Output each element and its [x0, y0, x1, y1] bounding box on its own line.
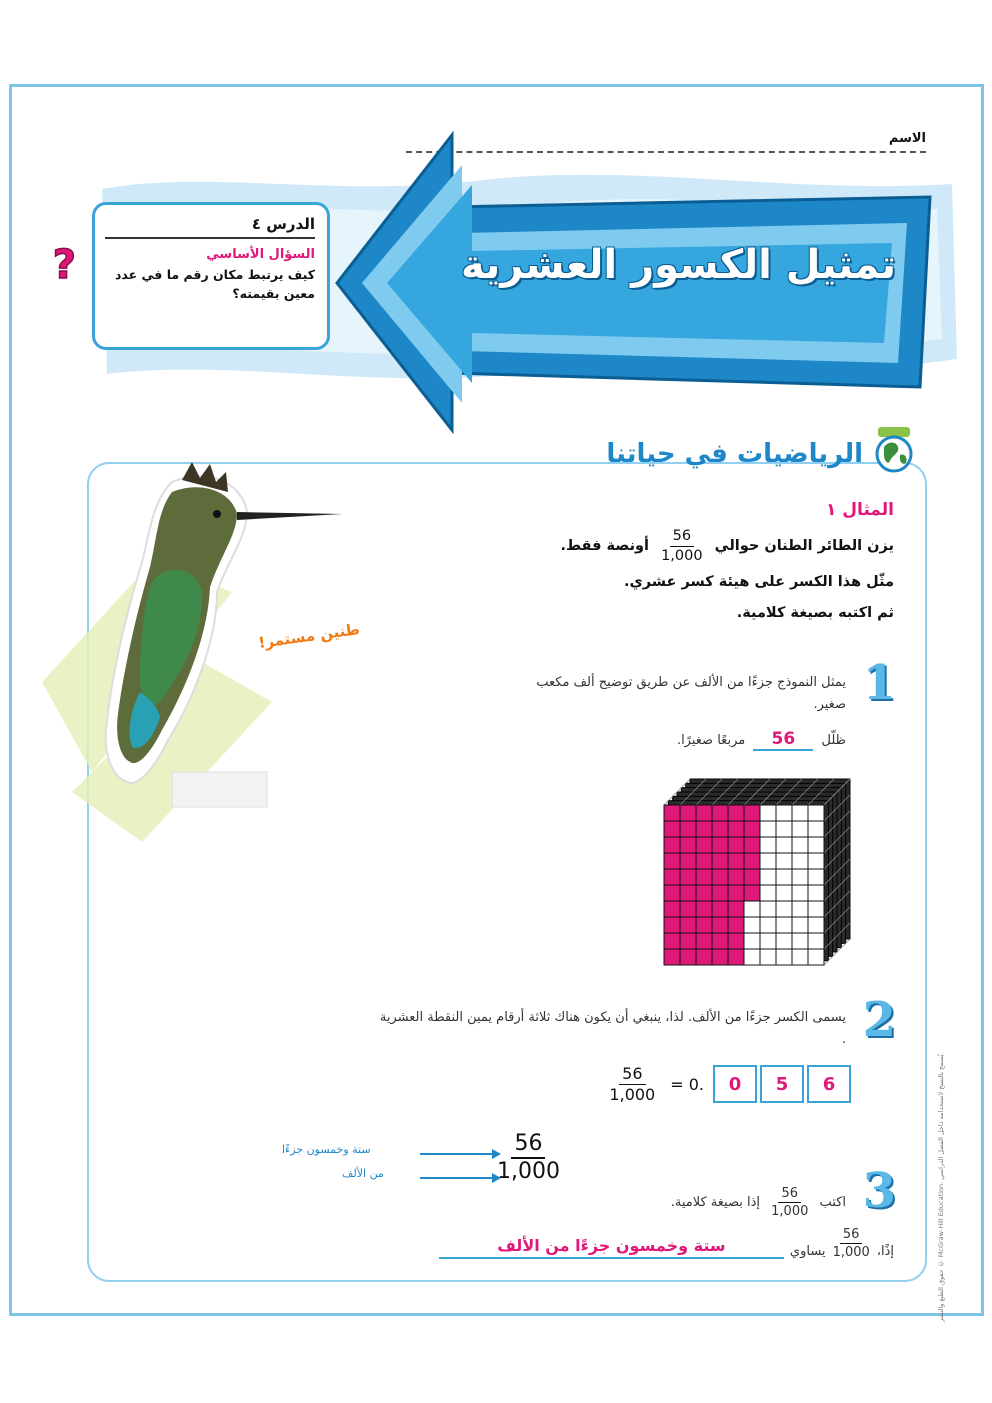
- cube-cell: [808, 821, 824, 837]
- lesson-title: تمثيل الكسور العشرية: [460, 242, 896, 288]
- example-label: المثال ١: [826, 500, 894, 520]
- large-fraction: [490, 1133, 567, 1183]
- cube-cell-shaded: [696, 837, 712, 853]
- shade-after: مربعًا صغيرًا.: [676, 733, 746, 748]
- lesson-number: الدرس ٤: [105, 215, 315, 239]
- cube-cell: [808, 901, 824, 917]
- cube-cell: [760, 901, 776, 917]
- cube-cell-shaded: [680, 821, 696, 837]
- final-before: إذًا،: [876, 1244, 894, 1259]
- cube-cell: [792, 885, 808, 901]
- cube-cell-shaded: [712, 917, 728, 933]
- fraction-numerator: 56: [511, 1133, 545, 1159]
- cube-cell: [776, 853, 792, 869]
- step-3-number: 3: [862, 1163, 896, 1219]
- cube-cell: [808, 853, 824, 869]
- cube-cell-shaded: [744, 853, 760, 869]
- cube-cell-shaded: [744, 885, 760, 901]
- cube-cell: [792, 933, 808, 949]
- fraction-numerator: 56: [778, 1187, 801, 1203]
- cube-cell-shaded: [664, 917, 680, 933]
- cube-cell: [776, 933, 792, 949]
- worksheet-page: [9, 84, 984, 1322]
- decimal-row-fraction: [606, 1063, 658, 1104]
- cube-cell: [776, 917, 792, 933]
- cube-cell: [792, 837, 808, 853]
- final-fraction: [830, 1228, 873, 1259]
- cube-cell-shaded: [744, 821, 760, 837]
- cube-cell-shaded: [680, 853, 696, 869]
- fraction-denominator: 1,000: [609, 1084, 656, 1104]
- shade-answer-field[interactable]: 56: [753, 729, 813, 751]
- step-1-shade-line: [677, 729, 846, 751]
- cube-cell-shaded: [744, 805, 760, 821]
- problem-fraction: [658, 529, 706, 563]
- arrow-line-denominator: [420, 1177, 495, 1179]
- cube-cell-shaded: [680, 917, 696, 933]
- cube-cell-shaded: [696, 933, 712, 949]
- fraction-denominator: 1,000: [661, 547, 703, 564]
- cube-cell: [792, 821, 808, 837]
- hummingbird-image: [32, 442, 362, 862]
- cube-cell-shaded: [696, 901, 712, 917]
- cube-cell: [808, 933, 824, 949]
- cube-cell: [776, 821, 792, 837]
- cube-cell-shaded: [712, 837, 728, 853]
- cube-cell-shaded: [680, 869, 696, 885]
- cube-cell-shaded: [664, 821, 680, 837]
- svg-text:?: ?: [52, 242, 76, 288]
- cube-cell-shaded: [728, 917, 744, 933]
- step-2-text: يسمى الكسر جزءًا من الألف. لذا، ينبغي أن يكون هناك ثلاثة أرقام يمين النقطة العشرية .: [379, 1010, 846, 1047]
- arrow-label-numerator: ستة وخمسون جزءًا: [282, 1143, 371, 1156]
- cube-cell-shaded: [664, 869, 680, 885]
- cube-cell: [808, 837, 824, 853]
- cube-cell-shaded: [696, 853, 712, 869]
- cube-cell-shaded: [712, 853, 728, 869]
- cube-cell-shaded: [680, 837, 696, 853]
- cube-cell: [792, 853, 808, 869]
- cube-cell: [808, 805, 824, 821]
- decimal-row: [602, 1065, 851, 1103]
- fraction-numerator: 56: [670, 529, 694, 547]
- problem-text-part1: يزن الطائر الطنان حوالي: [714, 538, 894, 554]
- cube-cell: [760, 885, 776, 901]
- arrow-line-numerator: [420, 1153, 495, 1155]
- cube-cell: [792, 805, 808, 821]
- cube-cell-shaded: [696, 805, 712, 821]
- cube-cell: [760, 949, 776, 965]
- cube-cell: [792, 869, 808, 885]
- cube-cell-shaded: [712, 805, 728, 821]
- decimal-equals: = 0.: [670, 1074, 704, 1094]
- cube-cell-shaded: [712, 885, 728, 901]
- cube-cell-shaded: [712, 821, 728, 837]
- step-1-text: يمثل النموذج جزءًا من الألف عن طريق توضيح ألف مكعب صغير.: [536, 675, 846, 712]
- cube-cell: [760, 821, 776, 837]
- cube-cell: [792, 949, 808, 965]
- cube-cell: [744, 949, 760, 965]
- step-3-text: [671, 1187, 846, 1218]
- cube-cell: [776, 805, 792, 821]
- cube-cell-shaded: [664, 933, 680, 949]
- cube-cell: [760, 805, 776, 821]
- cube-cell-shaded: [664, 805, 680, 821]
- arrow-head-icon: [492, 1173, 501, 1183]
- digit-box-thousandths[interactable]: 6: [807, 1065, 851, 1103]
- step-3-fraction: [768, 1187, 811, 1218]
- final-middle: يساوي: [789, 1244, 826, 1259]
- cube-cell-shaded: [712, 869, 728, 885]
- cube-cell: [808, 917, 824, 933]
- cube-cell-shaded: [728, 933, 744, 949]
- step-3-text-after: إذا بصيغة كلامية.: [670, 1195, 760, 1210]
- copyright-side-note: حقوق الطبع والنشر © McGraw-Hill Education. يُسمح بالنسخ لاستخدامه داخل الفصل الدراسي.: [937, 1052, 945, 1322]
- cube-cell: [808, 949, 824, 965]
- lesson-card: [92, 202, 330, 350]
- globe-icon: [872, 427, 916, 473]
- cube-cell: [792, 917, 808, 933]
- cube-cell: [792, 901, 808, 917]
- section-title: الرياضيات في حياتنا: [606, 439, 863, 469]
- cube-cell-shaded: [712, 901, 728, 917]
- cube-cell: [808, 869, 824, 885]
- step-1-number: 1: [862, 655, 896, 711]
- cube-cell: [760, 837, 776, 853]
- cube-cell: [760, 917, 776, 933]
- cube-cell: [744, 917, 760, 933]
- digit-box-tenths[interactable]: 0: [713, 1065, 757, 1103]
- cube-cell-shaded: [680, 949, 696, 965]
- cube-cell: [760, 853, 776, 869]
- large-fraction-value: [494, 1133, 563, 1183]
- essential-question-text: كيف يرتبط مكان رقم ما في عدد معين بقيمته؟: [114, 267, 315, 301]
- essential-question-label: السؤال الأساسي: [206, 247, 315, 262]
- final-answer-field[interactable]: ستة وخمسون جزءًا من الألف: [439, 1236, 784, 1259]
- cube-cell-shaded: [696, 917, 712, 933]
- step-2-number: 2: [862, 992, 896, 1048]
- digit-box-hundredths[interactable]: 5: [760, 1065, 804, 1103]
- cube-cell-shaded: [664, 853, 680, 869]
- thousand-cube-model: [662, 777, 857, 967]
- cube-cell-shaded: [744, 837, 760, 853]
- cube-cell-shaded: [712, 933, 728, 949]
- cube-cell: [776, 837, 792, 853]
- cube-cell-shaded: [728, 885, 744, 901]
- cube-cell: [776, 869, 792, 885]
- problem-line-3: ثم اكتبه بصيغة كلامية.: [736, 605, 894, 621]
- fraction-denominator: 1,000: [771, 1204, 809, 1219]
- cube-cell: [808, 885, 824, 901]
- cube-cell: [776, 901, 792, 917]
- cube-cell: [744, 901, 760, 917]
- cube-cell-shaded: [728, 901, 744, 917]
- arrow-head-icon: [492, 1149, 501, 1159]
- cube-cell-shaded: [680, 933, 696, 949]
- cube-cell-shaded: [728, 949, 744, 965]
- cube-cell: [744, 933, 760, 949]
- arrow-label-denominator: من الألف: [342, 1167, 384, 1180]
- problem-line-2: مثّل هذا الكسر على هيئة كسر عشري.: [623, 574, 894, 590]
- cube-cell-shaded: [696, 869, 712, 885]
- bird-tag: طنين مستمر!: [257, 619, 361, 653]
- cube-cell-shaded: [696, 885, 712, 901]
- final-answer-row: [439, 1228, 894, 1259]
- cube-cell-shaded: [664, 949, 680, 965]
- cube-cell-shaded: [728, 837, 744, 853]
- cube-cell-shaded: [744, 869, 760, 885]
- problem-line-1: [560, 529, 894, 563]
- cube-cell-shaded: [728, 853, 744, 869]
- cube-cell-shaded: [680, 901, 696, 917]
- fraction-numerator: 56: [619, 1066, 645, 1085]
- cube-cell-shaded: [680, 805, 696, 821]
- cube-cell-shaded: [664, 885, 680, 901]
- cube-cell-shaded: [664, 901, 680, 917]
- cube-cell: [760, 869, 776, 885]
- cube-cell-shaded: [712, 949, 728, 965]
- cube-cell: [776, 949, 792, 965]
- name-label: الاسم: [888, 131, 926, 146]
- cube-cell: [776, 885, 792, 901]
- cube-cell-shaded: [728, 805, 744, 821]
- cube-cell-shaded: [696, 949, 712, 965]
- shade-before: ظلّل: [821, 733, 846, 748]
- cube-cell-shaded: [664, 837, 680, 853]
- fraction-denominator: 1,000: [497, 1159, 560, 1184]
- cube-cell-shaded: [728, 821, 744, 837]
- problem-text-part2: أونصة فقط.: [560, 538, 650, 554]
- cube-cell: [760, 933, 776, 949]
- step-3-text-before: اكتب: [819, 1195, 846, 1210]
- cube-cell-shaded: [680, 885, 696, 901]
- cube-cell-shaded: [728, 869, 744, 885]
- fraction-numerator: 56: [840, 1228, 863, 1244]
- fraction-denominator: 1,000: [832, 1245, 870, 1260]
- cube-cell-shaded: [696, 821, 712, 837]
